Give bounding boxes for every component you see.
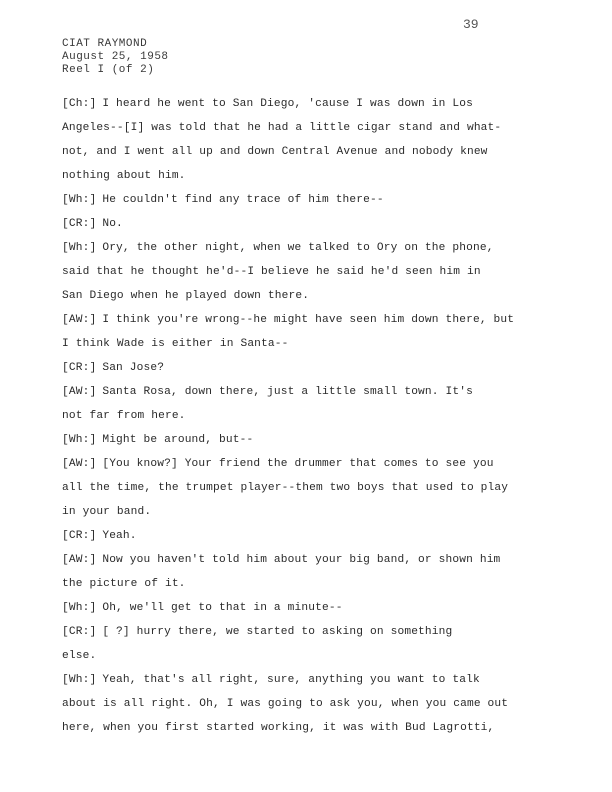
transcript-line xyxy=(62,188,542,212)
speaker-label: [AW:] xyxy=(62,458,97,470)
transcript-paragraph xyxy=(62,236,542,308)
line-text: San Diego when he played down there. xyxy=(62,290,310,302)
transcript-line xyxy=(62,212,542,236)
transcript-line xyxy=(62,332,542,356)
line-text: San Jose? xyxy=(102,362,165,374)
transcript-paragraph xyxy=(62,92,542,188)
transcript-paragraph xyxy=(62,428,542,452)
line-text: the picture of it. xyxy=(62,578,186,590)
transcript-line xyxy=(62,356,542,380)
line-text: here, when you first started working, it was with Bud Lagrotti, xyxy=(62,722,495,734)
line-text: [You know?] Your friend the drummer that comes to see you xyxy=(102,458,494,470)
line-text: Yeah, that's all right, sure, anything you want to talk xyxy=(102,674,480,686)
transcript-line xyxy=(62,236,542,260)
transcript-line xyxy=(62,572,542,596)
transcript-line xyxy=(62,500,542,524)
speaker-label: [AW:] xyxy=(62,554,97,566)
line-text: Santa Rosa, down there, just a little small town. It's xyxy=(102,386,473,398)
transcript-line xyxy=(62,668,542,692)
transcript-line xyxy=(62,548,542,572)
line-text: said that he thought he'd--I believe he said he'd seen him in xyxy=(62,266,481,278)
transcript-paragraph xyxy=(62,188,542,212)
line-text: [ ?] hurry there, we started to asking on something xyxy=(102,626,453,638)
line-text: Yeah. xyxy=(102,530,137,542)
transcript-line xyxy=(62,116,542,140)
line-text: No. xyxy=(102,218,123,230)
transcript-paragraph xyxy=(62,356,542,380)
transcript-line xyxy=(62,716,542,740)
line-text: about is all right. Oh, I was going to ask you, when you came out xyxy=(62,698,509,710)
line-text: Oh, we'll get to that in a minute-- xyxy=(102,602,343,614)
transcript-line xyxy=(62,140,542,164)
transcript-paragraph xyxy=(62,524,542,548)
line-text: in your band. xyxy=(62,506,152,518)
speaker-label: [CR:] xyxy=(62,218,97,230)
speaker-label: [AW:] xyxy=(62,314,97,326)
transcript-paragraph xyxy=(62,452,542,524)
speaker-label: [AW:] xyxy=(62,386,97,398)
line-text: all the time, the trumpet player--them two boys that used to play xyxy=(62,482,509,494)
line-text: nothing about him. xyxy=(62,170,186,182)
transcript-line xyxy=(62,692,542,716)
transcript-line xyxy=(62,476,542,500)
transcript-paragraph xyxy=(62,620,542,668)
line-text: not, and I went all up and down Central Avenue and nobody knew xyxy=(62,146,488,158)
line-text: Now you haven't told him about your big band, or shown him xyxy=(102,554,501,566)
transcript-paragraph xyxy=(62,308,542,356)
transcript-body xyxy=(62,92,542,740)
speaker-label: [Ch:] xyxy=(62,98,97,110)
transcript-line xyxy=(62,164,542,188)
header-date: August 25, 1958 xyxy=(62,51,169,63)
transcript-line xyxy=(62,596,542,620)
transcript-line xyxy=(62,620,542,644)
speaker-label: [CR:] xyxy=(62,530,97,542)
line-text: not far from here. xyxy=(62,410,186,422)
speaker-label: [Wh:] xyxy=(62,242,97,254)
transcript-line xyxy=(62,380,542,404)
transcript-line xyxy=(62,92,542,116)
line-text: Angeles--[I] was told that he had a little cigar stand and what- xyxy=(62,122,502,134)
document-header xyxy=(62,38,169,77)
transcript-line xyxy=(62,308,542,332)
line-text: Ory, the other night, when we talked to Ory on the phone, xyxy=(102,242,494,254)
transcript-line xyxy=(62,404,542,428)
speaker-label: [Wh:] xyxy=(62,674,97,686)
header-name: CIAT RAYMOND xyxy=(62,38,148,50)
transcript-paragraph xyxy=(62,212,542,236)
transcript-line xyxy=(62,524,542,548)
line-text: I think Wade is either in Santa-- xyxy=(62,338,289,350)
page-number: 39 xyxy=(463,17,479,32)
speaker-label: [CR:] xyxy=(62,626,97,638)
line-text: I heard he went to San Diego, 'cause I was down in Los xyxy=(102,98,473,110)
transcript-line xyxy=(62,284,542,308)
header-reel: Reel I (of 2) xyxy=(62,64,155,76)
transcript-line xyxy=(62,644,542,668)
line-text: I think you're wrong--he might have seen him down there, but xyxy=(102,314,515,326)
line-text: else. xyxy=(62,650,97,662)
transcript-line xyxy=(62,260,542,284)
line-text: Might be around, but-- xyxy=(102,434,254,446)
speaker-label: [Wh:] xyxy=(62,602,97,614)
transcript-paragraph xyxy=(62,668,542,740)
transcript-line xyxy=(62,428,542,452)
speaker-label: [Wh:] xyxy=(62,434,97,446)
line-text: He couldn't find any trace of him there-- xyxy=(102,194,384,206)
transcript-line xyxy=(62,452,542,476)
transcript-paragraph xyxy=(62,596,542,620)
speaker-label: [CR:] xyxy=(62,362,97,374)
transcript-paragraph xyxy=(62,548,542,596)
transcript-paragraph xyxy=(62,380,542,428)
speaker-label: [Wh:] xyxy=(62,194,97,206)
